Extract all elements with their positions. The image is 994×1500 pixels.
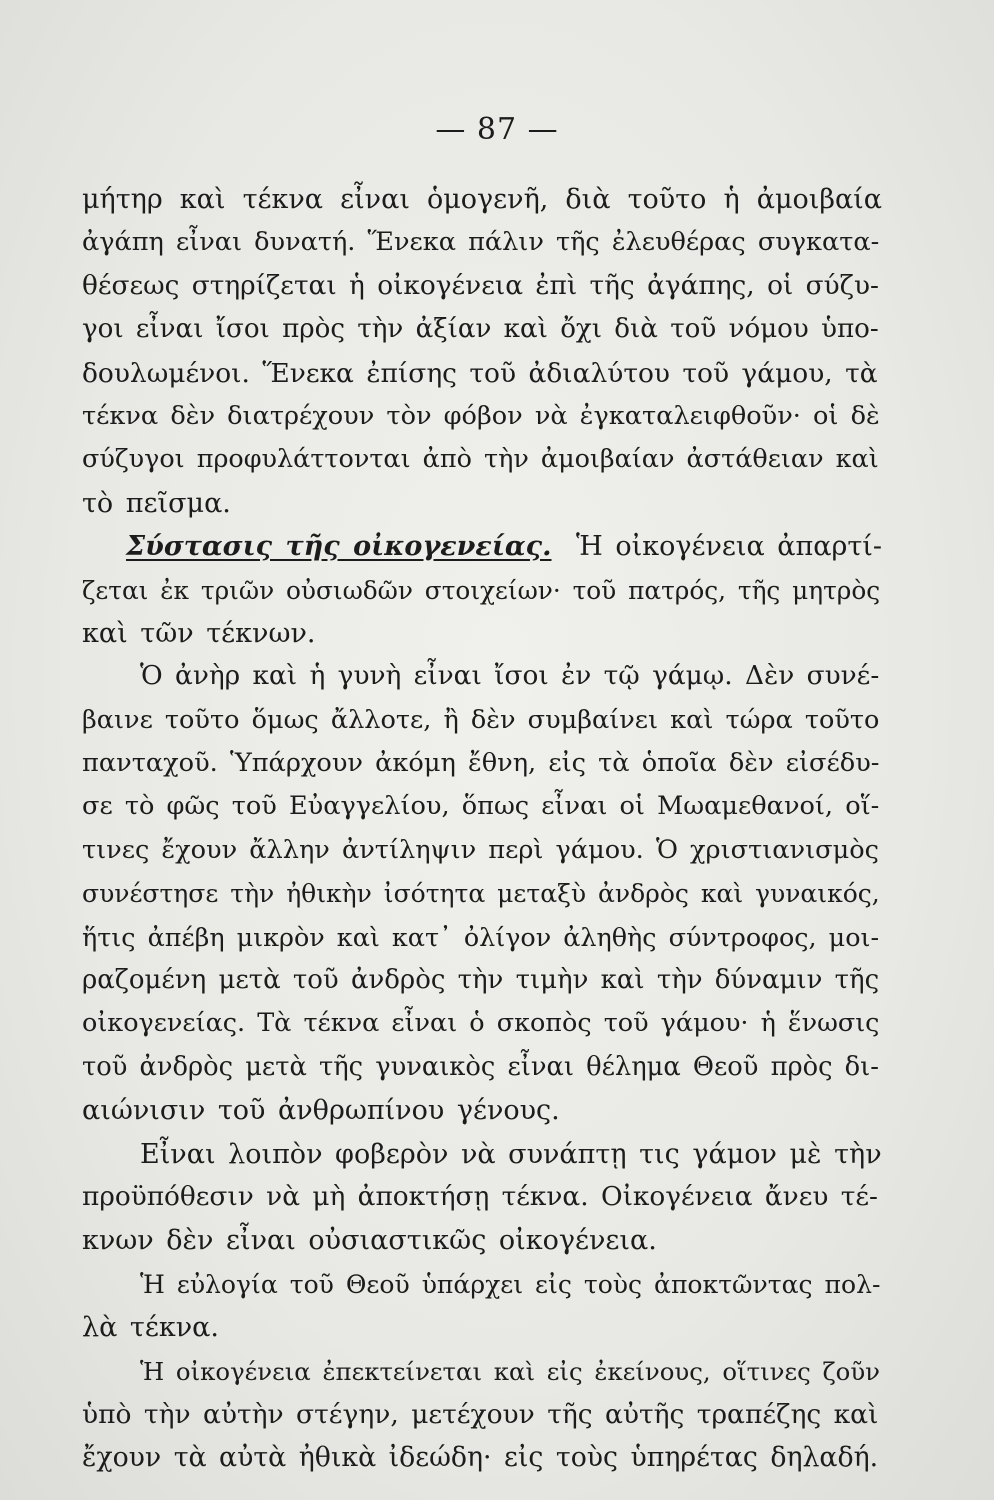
section-heading-line	[82, 525, 882, 568]
text-line: λὰ τέκνα.	[82, 1312, 219, 1344]
text-line: Ἡ οἰκογένεια ἐπεκτείνεται καὶ εἰς ἐκείνους, οἵτινες ζοῦν	[140, 1356, 880, 1386]
text-line: πανταχοῦ. Ὑπάρχουν ἀκόμη ἔθνη, εἰς τὰ ὁποῖα δὲν εἰσέδυ-	[82, 748, 880, 779]
text-line: σε τὸ φῶς τοῦ Εὐαγγελίου, ὅπως εἶναι οἱ Μωαμεθανοί, οἵ-	[82, 791, 880, 822]
text-line: τέκνα δὲν διατρέχουν τὸν φόβον νὰ ἐγκαταλειφθοῦν· οἱ δὲ	[82, 400, 880, 431]
text-line: δουλωμένοι. Ἕνεκα ἐπίσης τοῦ ἀδιαλύτου τοῦ γάμου, τὰ	[82, 357, 878, 389]
text-line: τὸ πεῖσμα.	[82, 487, 231, 519]
text-line: Εἶναι λοιπὸν φοβερὸν νὰ συνάπτῃ τις γάμον μὲ τὴν	[140, 1138, 882, 1170]
text-line: Ἡ οἰκογένεια ἀπαρτί-	[575, 531, 882, 563]
text-line: ζεται ἐκ τριῶν οὐσιωδῶν στοιχείων· τοῦ πατρός, τῆς μητρὸς	[82, 575, 881, 605]
text-line: Ὁ ἀνὴρ καὶ ἡ γυνὴ εἶναι ἴσοι ἐν τῷ γάμῳ. Δὲν συνέ-	[140, 661, 880, 692]
text-line: ἥτις ἀπέβη μικρὸν καὶ κατ᾽ ὀλίγον ἀληθὴς σύντροφος, μοι-	[82, 921, 880, 952]
page-number: — 87 —	[435, 112, 559, 147]
text-line: ἀγάπη εἶναι δυνατή. Ἕνεκα πάλιν τῆς ἐλευθέρας συγκατα-	[82, 227, 880, 258]
text-line: οἰκογενείας. Τὰ τέκνα εἶναι ὁ σκοπὸς τοῦ γάμου· ἡ ἕνωσις	[82, 1008, 880, 1039]
text-line: συνέστησε τὴν ἠθικὴν ἰσότητα μεταξὺ ἀνδρὸς καὶ γυναικός,	[82, 879, 880, 909]
section-heading: Σύστασις τῆς οἰκογενείας.	[126, 531, 552, 563]
body-text	[82, 178, 882, 1480]
text-line: τινες ἔχουν ἄλλην ἀντίληψιν περὶ γάμου. Ὁ χριστιανισμὸς	[82, 834, 879, 865]
text-line: ὑπὸ τὴν αὐτὴν στέγην, μετέχουν τῆς αὐτῆς τραπέζης καὶ	[82, 1398, 879, 1430]
text-line: γοι εἶναι ἴσοι πρὸς τὴν ἀξίαν καὶ ὄχι διὰ τοῦ νόμου ὑπο-	[82, 314, 879, 345]
text-line: βαινε τοῦτο ὅμως ἄλλοτε, ἢ δὲν συμβαίνει καὶ τώρα τοῦτο	[82, 704, 880, 735]
text-line: Ἡ εὐλογία τοῦ Θεοῦ ὑπάρχει εἰς τοὺς ἀποκτῶντας πολ-	[140, 1269, 881, 1299]
text-line: τοῦ ἀνδρὸς μετὰ τῆς γυναικὸς εἶναι θέλημα Θεοῦ πρὸς δι-	[82, 1051, 879, 1082]
text-line: προϋπόθεσιν νὰ μὴ ἀποκτήσῃ τέκνα. Οἰκογένεια ἄνευ τέ-	[82, 1181, 878, 1212]
text-line: μήτηρ καὶ τέκνα εἶναι ὁμογενῆ, διὰ τοῦτο ἡ ἀμοιβαία	[82, 184, 883, 215]
text-line: θέσεως στηρίζεται ἡ οἰκογένεια ἐπὶ τῆς ἀγάπης, οἱ σύζυ-	[82, 270, 879, 301]
text-line: αιώνισιν τοῦ ἀνθρωπίνου γένους.	[82, 1095, 560, 1127]
text-line: ραζομένη μετὰ τοῦ ἀνδρὸς τὴν τιμὴν καὶ τὴν δύναμιν τῆς	[82, 965, 880, 996]
text-line: σύζυγοι προφυλάττονται ἀπὸ τὴν ἀμοιβαίαν ἀστάθειαν καὶ	[82, 444, 879, 475]
text-line: κνων δὲν εἶναι οὐσιαστικῶς οἰκογένεια.	[82, 1225, 657, 1257]
text-line: ἔχουν τὰ αὐτὰ ἠθικὰ ἰδεώδη· εἰς τοὺς ὑπηρέτας δηλαδή.	[82, 1442, 879, 1474]
text-line: καὶ τῶν τέκνων.	[82, 617, 316, 649]
